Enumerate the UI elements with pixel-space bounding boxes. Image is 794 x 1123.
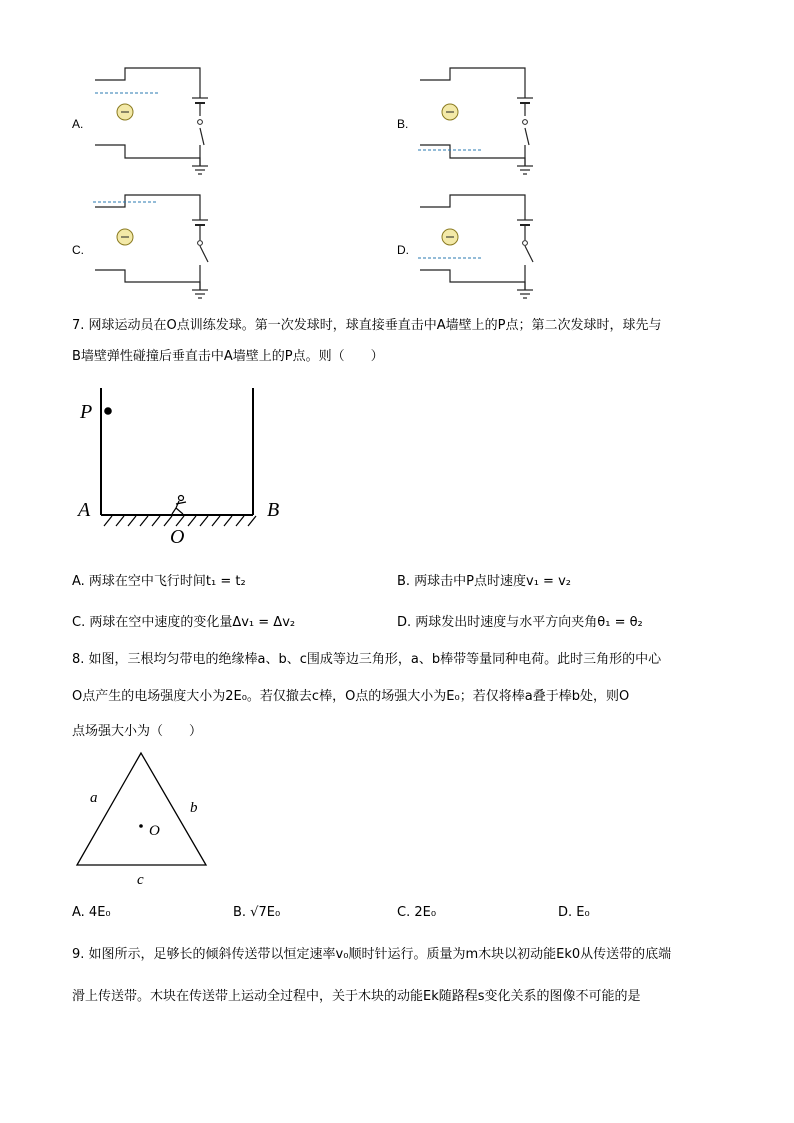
question-7-stem-line-2: B墙壁弹性碰撞后垂直击中A墙壁上的P点。则（ ）: [72, 349, 384, 364]
question-8-stem-line-3: 点场强大小为（ ）: [72, 724, 203, 739]
label-rod-b: b: [190, 800, 198, 816]
question-8-stem-line-1: 8. 如图，三根均匀带电的绝缘棒a、b、c围成等边三角形，a、b棒带等量同种电荷。此时三角形的中心: [72, 652, 662, 667]
option-letter: C.: [72, 243, 84, 257]
option-letter: A.: [72, 117, 84, 131]
label-point-p: P: [80, 401, 93, 423]
question-8-option-c[interactable]: C. 2E₀: [397, 905, 437, 920]
label-rod-a: a: [90, 790, 98, 806]
question-8-option-d[interactable]: D. E₀: [558, 905, 590, 920]
question-8-option-a[interactable]: A. 4E₀: [72, 905, 111, 920]
question-7-stem-line-1: 7. 网球运动员在O点训练发球。第一次发球时，球直接垂直击中A墙壁上的P点；第二次发球时，球先与: [72, 318, 662, 333]
label-rod-c: c: [137, 872, 144, 888]
option-letter: D.: [397, 243, 409, 257]
question-7-option-c[interactable]: C. 两球在空中速度的变化量Δv₁ = Δv₂: [72, 615, 296, 630]
question-9-stem-line-2: 滑上传送带。木块在传送带上运动全过程中，关于木块的动能Ek随路程s变化关系的图像不可能的是: [72, 989, 641, 1004]
question-7-option-b[interactable]: B. 两球击中P点时速度v₁ = v₂: [397, 574, 571, 589]
label-wall-b: B: [267, 499, 280, 521]
label-center-o: O: [149, 823, 160, 839]
question-8-stem-line-2: O点产生的电场强度大小为2E₀。若仅撤去c棒，O点的场强大小为E₀；若仅将棒a叠于棒b处，则O: [72, 689, 630, 704]
question-7-option-d[interactable]: D. 两球发出时速度与水平方向夹角θ₁ = θ₂: [397, 615, 643, 630]
question-9-stem-line-1: 9. 如图所示，足够长的倾斜传送带以恒定速率v₀顺时针运行。质量为m木块以初动能Ek0从传送带的底端: [72, 947, 672, 962]
option-letter: B.: [397, 117, 409, 131]
label-point-o: O: [170, 526, 185, 548]
question-7-option-a[interactable]: A. 两球在空中飞行时间t₁ = t₂: [72, 574, 246, 589]
label-wall-a: A: [78, 499, 91, 521]
question-8-option-b[interactable]: B. √7E₀: [233, 905, 281, 920]
